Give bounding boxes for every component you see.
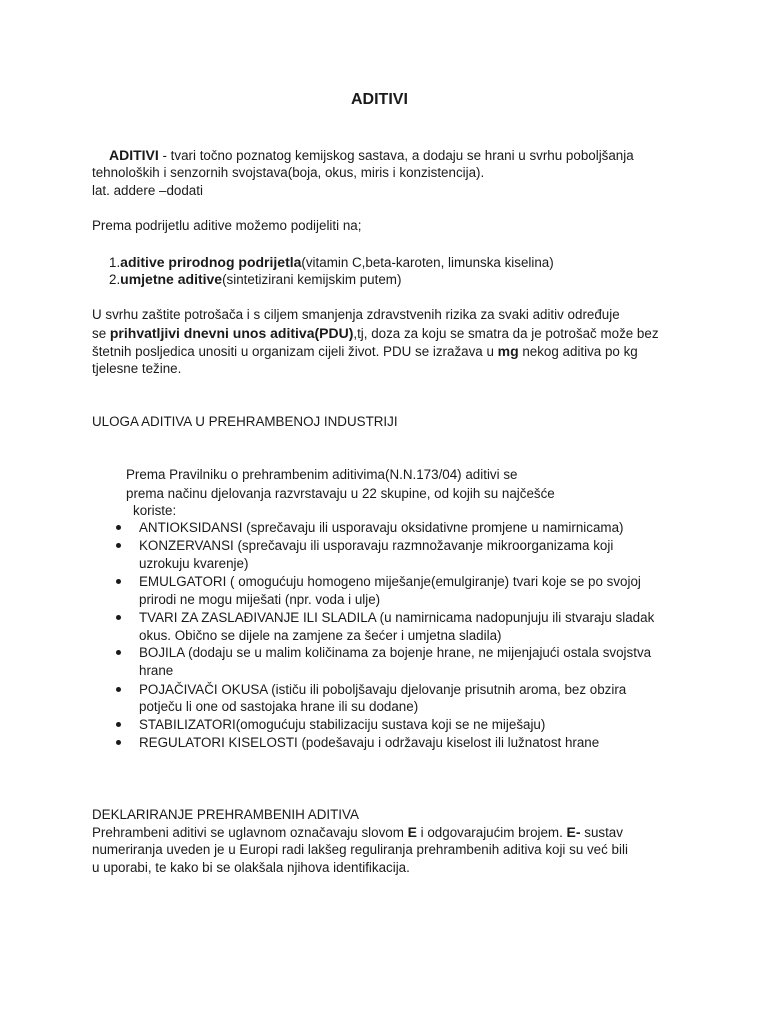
intro-term: ADITIVI [109, 147, 159, 163]
pdu-line-3 [92, 342, 638, 361]
decl-line-1-a: Prehrambeni aditivi se uglavnom označavaju slovom [92, 825, 408, 840]
role-intro-2: prema načinu djelovanja razvrstavaju u 22 skupine, od kojih su najčešće [126, 486, 555, 501]
pdu-line-1: U svrhu zaštite potrošača i s ciljem smanjenja zdravstvenih rizika za svaki aditiv određuje [92, 307, 620, 322]
intro-line-1-text: - tvari točno poznatog kemijskog sastava, a dodaju se hrani u svrhu poboljšanja [158, 148, 634, 163]
division-intro: Prema podrijetlu aditive možemo podijeliti na; [92, 218, 362, 233]
role-item-8: REGULATORI KISELOSTI (podešavaju i održavaju kiselost ili lužnatost hrane [139, 735, 600, 750]
bullet-dot [116, 687, 121, 692]
role-item-6-cont: potječu li one od sastojaka hrane ili su dodane) [139, 699, 419, 714]
intro-line-3: lat. addere –dodati [92, 183, 203, 198]
decl-line-1-b: i odgovarajućim brojem. [416, 825, 567, 840]
pdu-line-2-a: se [92, 326, 110, 341]
decl-line-2: numeriranja uveden je u Europi radi lakšeg reguliranja prehrambenih aditiva koji su već bili [92, 842, 628, 857]
bullet-dot [116, 740, 121, 745]
bullet-dot [116, 543, 121, 548]
origin-item-2 [109, 270, 401, 289]
pdu-term: prihvatljivi dnevni unos aditiva(PDU) [109, 325, 354, 341]
decl-line-1 [92, 823, 623, 842]
page-title: ADITIVI [351, 91, 408, 108]
pdu-line-4: tjelesne težine. [92, 361, 182, 376]
role-item-5-cont: hrane [139, 663, 174, 678]
origin-item-1-num: 1. [109, 255, 121, 270]
section-role-heading: ULOGA ADITIVA U PREHRAMBENOJ INDUSTRIJI [92, 414, 398, 429]
pdu-line-3-a: štetnih posljedica unositi u organizam cijeli život. PDU se izražava u [92, 344, 498, 359]
role-intro-3: koriste: [133, 503, 177, 518]
role-item-2: KONZERVANSI (sprečavaju ili usporavaju razmnožavanje mikroorganizama koji [139, 538, 614, 553]
intro-line-2: tehnoloških i senzornih svojstava(boja, okus, miris i konzistencija). [92, 165, 485, 180]
pdu-unit: mg [497, 343, 519, 359]
decl-line-3: u uporabi, te kako bi se olakšala njihova identifikacija. [92, 860, 410, 875]
bullet-dot [116, 615, 121, 620]
pdu-line-3-b: nekog aditiva po kg [518, 344, 638, 359]
bullet-dot [116, 722, 121, 727]
section-decl-heading: DEKLARIRANJE PREHRAMBENIH ADITIVA [92, 807, 359, 822]
role-item-7: STABILIZATORI(omogućuju stabilizaciju sustava koji se ne miješaju) [139, 717, 546, 732]
role-intro-1: Prema Pravilniku o prehrambenim aditivima(N.N.173/04) aditivi se [126, 467, 518, 482]
origin-item-1-bold: aditive prirodnog podrijetla [120, 254, 302, 270]
origin-item-2-rest: (sintetizirani kemijskim putem) [222, 272, 402, 287]
origin-item-2-num: 2. [109, 272, 121, 287]
intro-line-1 [109, 146, 634, 165]
bullet-dot [116, 579, 121, 584]
role-item-5: BOJILA (dodaju se u malim količinama za bojenje hrane, ne mijenjajući ostala svojstva [139, 645, 652, 660]
pdu-line-2 [92, 324, 659, 343]
origin-item-1-rest: (vitamin C,beta-karoten, limunska kiselina) [301, 255, 554, 270]
role-item-6: POJAČIVAČI OKUSA (ističu ili poboljšavaju djelovanje prisutnih aroma, bez obzira [139, 682, 627, 697]
origin-item-2-bold: umjetne aditive [120, 271, 223, 287]
decl-line-1-c: sustav [580, 825, 623, 840]
bullet-dot [116, 650, 121, 655]
role-item-3: EMULGATORI ( omogućuju homogeno miješanje(emulgiranje) tvari koje se po svojoj [139, 574, 641, 589]
decl-e-system: E- [566, 824, 581, 840]
role-item-4-cont: okus. Obično se dijele na zamjene za šećer i umjetna sladila) [139, 628, 502, 643]
bullet-dot [116, 525, 121, 530]
pdu-line-2-b: ,tj, doza za koju se smatra da je potrošač može bez [353, 326, 659, 341]
role-item-2-cont: uzrokuju kvarenje) [139, 556, 249, 571]
role-item-3-cont: prirodi ne mogu miješati (npr. voda i ulje) [139, 592, 381, 607]
decl-letter-e: E [407, 824, 417, 840]
role-item-1: ANTIOKSIDANSI (sprečavaju ili usporavaju oksidativne promjene u namirnicama) [139, 520, 624, 535]
role-item-4: TVARI ZA ZASLAĐIVANJE ILI SLADILA (u namirnicama nadopunjuju ili stvaraju sladak [139, 610, 655, 625]
